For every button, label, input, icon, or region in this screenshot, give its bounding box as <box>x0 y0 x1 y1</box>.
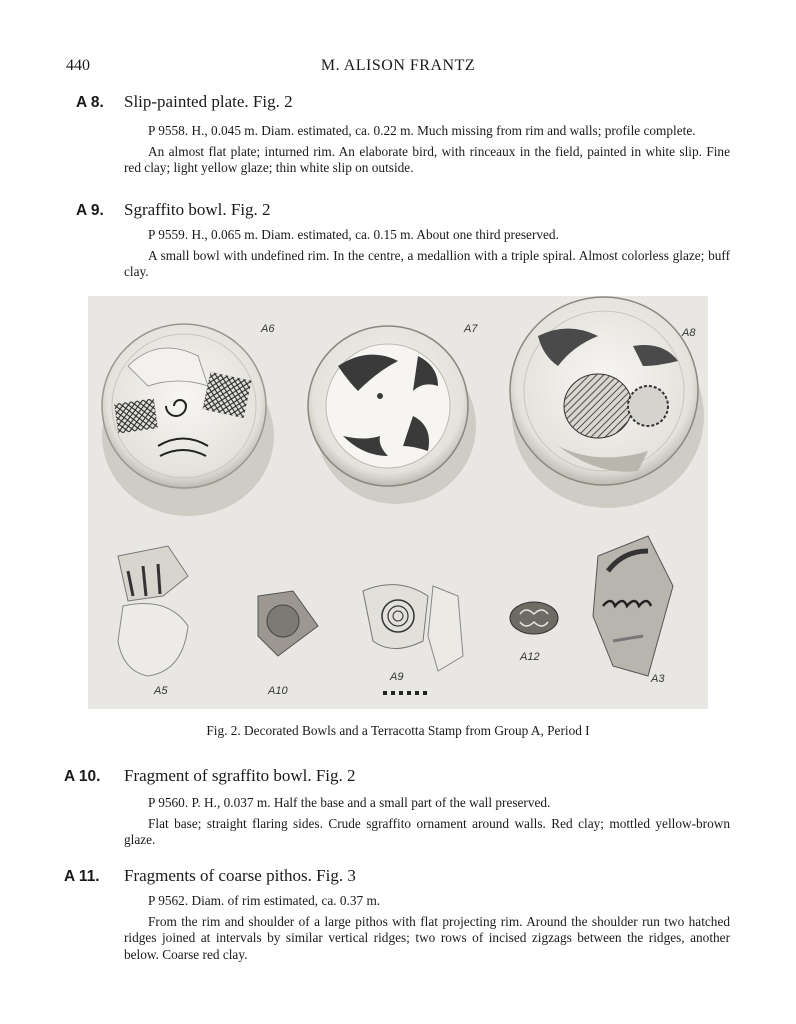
plate-a8 <box>510 297 698 485</box>
figure-label-a5: A5 <box>154 685 168 697</box>
entry-paragraph: P 9558. H., 0.045 m. Diam. estimated, ca. 0.22 m. Much missing from rim and walls; profile complete. <box>148 123 696 138</box>
entry-paragraph: P 9559. H., 0.065 m. Diam. estimated, ca. 0.15 m. About one third preserved. <box>148 227 559 242</box>
figure-label-a6: A6 <box>261 323 275 335</box>
figure-label-a9: A9 <box>390 671 404 683</box>
entry-number: A 10. <box>64 768 101 785</box>
plate-a6 <box>102 324 266 488</box>
bowl-a7 <box>308 326 468 486</box>
stamp-a12 <box>510 602 558 634</box>
entry-paragraph: From the rim and shoulder of a large pithos with flat projecting rim. Around the shoulder run two hatched ridges joined at intervals by similar vertical ridges; two rows of incised zigzags between the ridges, another below. Coarse red clay. <box>124 913 730 962</box>
figure-label-a8: A8 <box>682 327 696 339</box>
entry-paragraph: P 9562. Diam. of rim estimated, ca. 0.37 m. <box>148 893 381 908</box>
entry-title: Sgraffito bowl. Fig. 2 <box>124 200 271 219</box>
figure-label-a12: A12 <box>520 651 540 663</box>
entry-paragraph: P 9560. P. H., 0.037 m. Half the base and a small part of the wall preserved. <box>148 795 551 810</box>
figure-label-a10: A10 <box>268 685 288 697</box>
pottery-photo-illustration <box>88 296 708 709</box>
entry-title: Slip-painted plate. Fig. 2 <box>124 92 293 111</box>
catalog-entry-a11 <box>0 865 796 963</box>
figure-photograph <box>88 296 708 709</box>
page-number: 440 <box>66 57 90 74</box>
figure-caption: Fig. 2. Decorated Bowls and a Terracotta Stamp from Group A, Period I <box>206 723 590 738</box>
entry-title: Fragments of coarse pithos. Fig. 3 <box>124 866 356 885</box>
catalog-entry-a10 <box>0 765 796 849</box>
entry-number: A 11. <box>64 868 100 885</box>
catalog-entry-a9 <box>0 199 796 281</box>
entry-paragraph: An almost flat plate; inturned rim. An elaborate bird, with rinceaux in the field, painted in white slip. Fine red clay; light yellow glaze; thin white slip on outside. <box>124 143 730 175</box>
entry-number: A 8. <box>76 94 104 111</box>
figure-label-a3: A3 <box>651 673 665 685</box>
catalog-entry-a8 <box>0 91 796 177</box>
entry-paragraph: A small bowl with undefined rim. In the centre, a medallion with a triple spiral. Almost colorless glaze; buff clay. <box>124 247 730 279</box>
entry-number: A 9. <box>76 202 104 219</box>
entry-paragraph: Flat base; straight flaring sides. Crude sgraffito ornament around walls. Red clay; mottled yellow-brown glaze. <box>124 815 730 847</box>
figure-label-a7: A7 <box>464 323 478 335</box>
entry-title: Fragment of sgraffito bowl. Fig. 2 <box>124 766 356 785</box>
running-head: M. ALISON FRANTZ <box>320 57 476 74</box>
